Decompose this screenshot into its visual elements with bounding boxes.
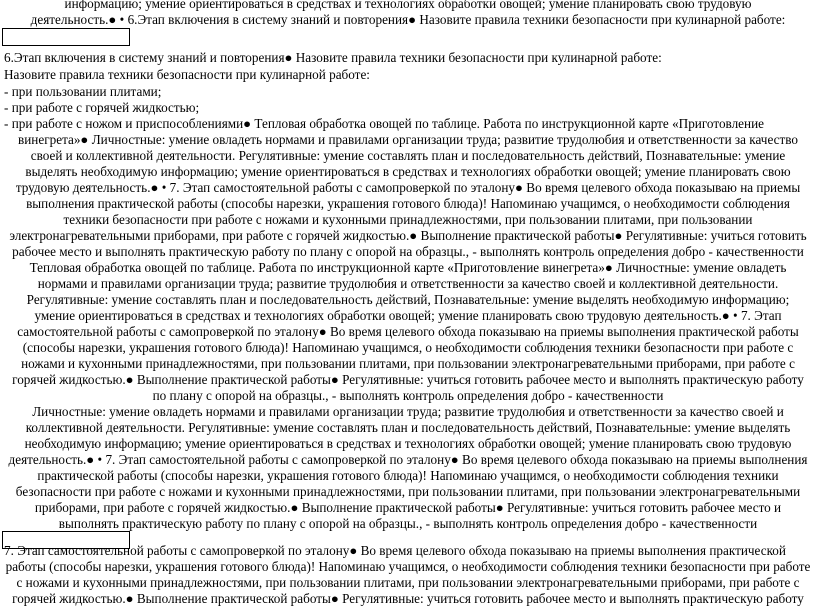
text-line: винегрета»● Личностные: умение овладеть нормами и правилами организации труда; развитие трудолюбия и ответственности за качество — [18, 132, 798, 147]
text-line: Регулятивные: умение составлять план и последовательность действий, Познавательные: умение выделять необходимую информацию; — [26, 292, 790, 307]
text-line: Тепловая обработка овощей по таблице. Работа по инструкционной карте «Приготовление винегрета»● Личностные: умение овладеть — [29, 260, 787, 275]
text-line: - при работе с ножом и приспособлениями● Тепловая обработка овощей по таблице. Работа по инструкционной карте «Приготовление — [4, 116, 764, 131]
text-line: приборами, при работе с горячей жидкостью.● Выполнение практической работы● Регулятивные: учиться готовить рабочее место и — [34, 500, 782, 515]
text-line: выполнения практической работы (способы нарезки, украшения готового блюда)! Напоминаю учащимся, о необходимости соблюдения — [26, 196, 790, 211]
text-line: горячей жидкостью.● Выполнение практической работы● Регулятивные: учиться готовить рабочее место и выполнять практическую работу — [12, 372, 804, 387]
text-line: ножами и кухонными принадлежностями, при пользовании плитами, при пользовании электронагревательными приборами, при работе с — [21, 356, 795, 371]
text-line: нормами и правилами организации труда; развитие трудолюбия и ответственности за качество своей и коллективной деятельности. — [37, 276, 779, 291]
text-line: практической работы (способы нарезки, украшения готового блюда)! Напоминаю учащимся, о необходимости соблюдения техники — [37, 468, 779, 483]
text-line: рабочее место и выполнять практическую работу по плану с опорой на образцы., - выполнять контроль определения добро - качественности — [12, 244, 804, 259]
text-line: трудовую деятельность.● • 7. Этап самостоятельной работы с самопроверкой по эталону● Во время целевого обхода показываю на приемы — [15, 180, 801, 195]
text-line: по плану с опорой на образцы., - выполнять контроль определения добро - качественности — [152, 388, 664, 403]
text-line: необходимую информацию; умение ориентироваться в средствах и технологиях обработки овощей; умение планировать свою трудовую — [24, 436, 792, 451]
text-line: своей и коллективной деятельности. Регулятивные: умение составлять план и последовательность действий, Познавательные: умение — [30, 148, 786, 163]
text-line: Назовите правила техники безопасности при кулинарной работе: — [4, 67, 370, 82]
text-line: - при пользовании плитами; — [4, 84, 162, 99]
text-line: - при работе с горячей жидкостью; — [4, 100, 200, 115]
text-line: информацию; умение ориентироваться в средствах и технологиях обработки овощей; умение планировать свою трудовую — [64, 0, 752, 11]
text-line: 6.Этап включения в систему знаний и повторения● Назовите правила техники безопасности при кулинарной работе: — [4, 50, 662, 65]
text-line: умение ориентироваться в средствах и технологиях обработки овощей; умение планировать свою трудовую деятельность.● • 7. Этап — [34, 308, 782, 323]
text-line: деятельность.● • 7. Этап самостоятельной работы с самопроверкой по эталону● Во время целевого обхода показываю на приемы выполнения — [8, 452, 808, 467]
text-line: выполнять практическую работу по плану с опорой на образцы., - выполнять контроль определения добро - качественности — [58, 516, 758, 531]
text-line: горячей жидкостью.● Выполнение практической работы● Регулятивные: учиться готовить рабочее место и выполнять практическую работу — [12, 591, 804, 606]
text-line: деятельность.● • 6.Этап включения в систему знаний и повторения● Назовите правила техники безопасности при кулинарной работе: — [30, 12, 786, 27]
text-line: коллективной деятельности. Регулятивные: умение составлять план и последовательность действий, Познавательные: умение выделять — [25, 420, 791, 435]
text-line: Личностные: умение овладеть нормами и правилами организации труда; развитие трудолюбия и ответственности за качество своей и — [32, 404, 784, 419]
text-line: самостоятельной работы с самопроверкой по эталону● Во время целевого обхода показываю на приемы выполнения практической работы — [17, 324, 799, 339]
text-line: безопасности при работе с ножами и кухонными принадлежностями, при пользовании плитами, при пользовании электронагревательными — [15, 484, 801, 499]
text-line: техники безопасности при работе с ножами и кухонными принадлежностями, при пользовании плитами, при пользовании — [63, 212, 753, 227]
text-line: (способы нарезки, украшения готового блюда)! Напоминаю учащимся, о необходимости соблюдения техники безопасности при работе с — [22, 340, 794, 355]
text-line: работы (способы нарезки, украшения готового блюда)! Напоминаю учащимся, о необходимости соблюдения техники безопасности при работе — [5, 559, 811, 574]
text-line: 7. Этап самостоятельной работы с самопроверкой по эталону● Во время целевого обхода показываю на приемы выполнения практической — [4, 543, 786, 558]
text-line: с ножами и кухонными принадлежностями, при пользовании плитами, при пользовании электронагревательными приборами, при работе с — [16, 575, 800, 590]
text-line: электронагревательными приборами, при работе с горячей жидкостью.● Выполнение практической работы● Регулятивные: учиться готовить — [9, 228, 807, 243]
blank-box — [2, 28, 130, 46]
text-line: выделять необходимую информацию; умение ориентироваться в средствах и технологиях обработки овощей; умение планировать свою — [25, 164, 791, 179]
